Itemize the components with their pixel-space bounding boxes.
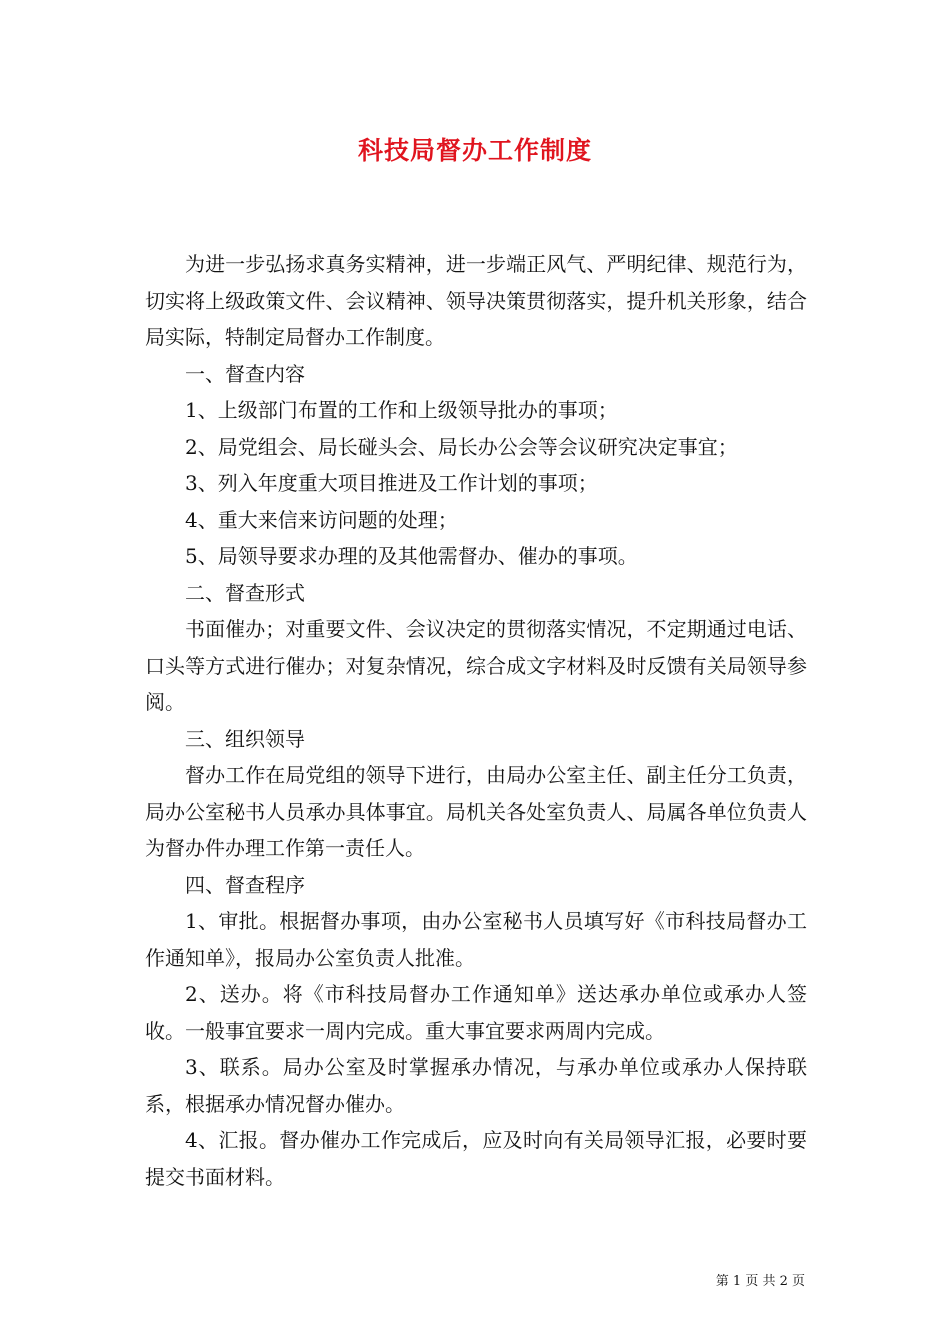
- list-item: 5、局领导要求办理的及其他需督办、催办的事项。: [185, 544, 638, 568]
- leadership-paragraph: 督办工作在局党组的领导下进行，由局办公室主任、副主任分工负责，局办公室秘书人员承办具体事宜。局机关各处室负责人、局属各单位负责人为督办件办理工作第一责任人。: [145, 763, 807, 860]
- section-heading-leadership: 三、组织领导: [185, 726, 305, 751]
- procedure-item: 3、联系。局办公室及时掌握承办情况，与承办单位或承办人保持联系，根据承办情况督办催办。: [145, 1055, 807, 1116]
- list-item: 4、重大来信来访问题的处理；: [185, 507, 458, 532]
- intro-paragraph: 为进一步弘扬求真务实精神，进一步端正风气、严明纪律、规范行为，切实将上级政策文件、会议精神、领导决策贯彻落实，提升机关形象，结合局实际，特制定局督办工作制度。: [145, 252, 807, 349]
- procedure-item: 2、送办。将《市科技局督办工作通知单》送达承办单位或承办人签收。一般事宜要求一周内完成。重大事宜要求两周内完成。: [145, 982, 807, 1043]
- list-item: 3、列入年度重大项目推进及工作计划的事项；: [185, 471, 598, 495]
- section-heading-form: 二、督查形式: [185, 580, 305, 605]
- procedure-item: 4、汇报。督办催办工作完成后，应及时向有关局领导汇报，必要时要提交书面材料。: [145, 1128, 807, 1189]
- page-number: 第 1 页 共 2 页: [715, 1274, 805, 1289]
- document-body: [145, 246, 807, 1195]
- section-heading-procedure: 四、督查程序: [185, 872, 305, 897]
- procedure-item: 1、审批。根据督办事项，由办公室秘书人员填写好《市科技局督办工作通知单》，报局办公室负责人批准。: [145, 909, 807, 970]
- section-heading-content: 一、督查内容: [185, 361, 305, 386]
- list-item: 2、局党组会、局长碰头会、局长办公会等会议研究决定事宜；: [185, 434, 738, 459]
- document-title: 科技局督办工作制度: [357, 136, 592, 165]
- form-paragraph: 书面催办；对重要文件、会议决定的贯彻落实情况，不定期通过电话、口头等方式进行催办；对复杂情况，综合成文字材料及时反馈有关局领导参阅。: [145, 617, 807, 714]
- list-item: 1、上级部门布置的工作和上级领导批办的事项；: [185, 398, 618, 422]
